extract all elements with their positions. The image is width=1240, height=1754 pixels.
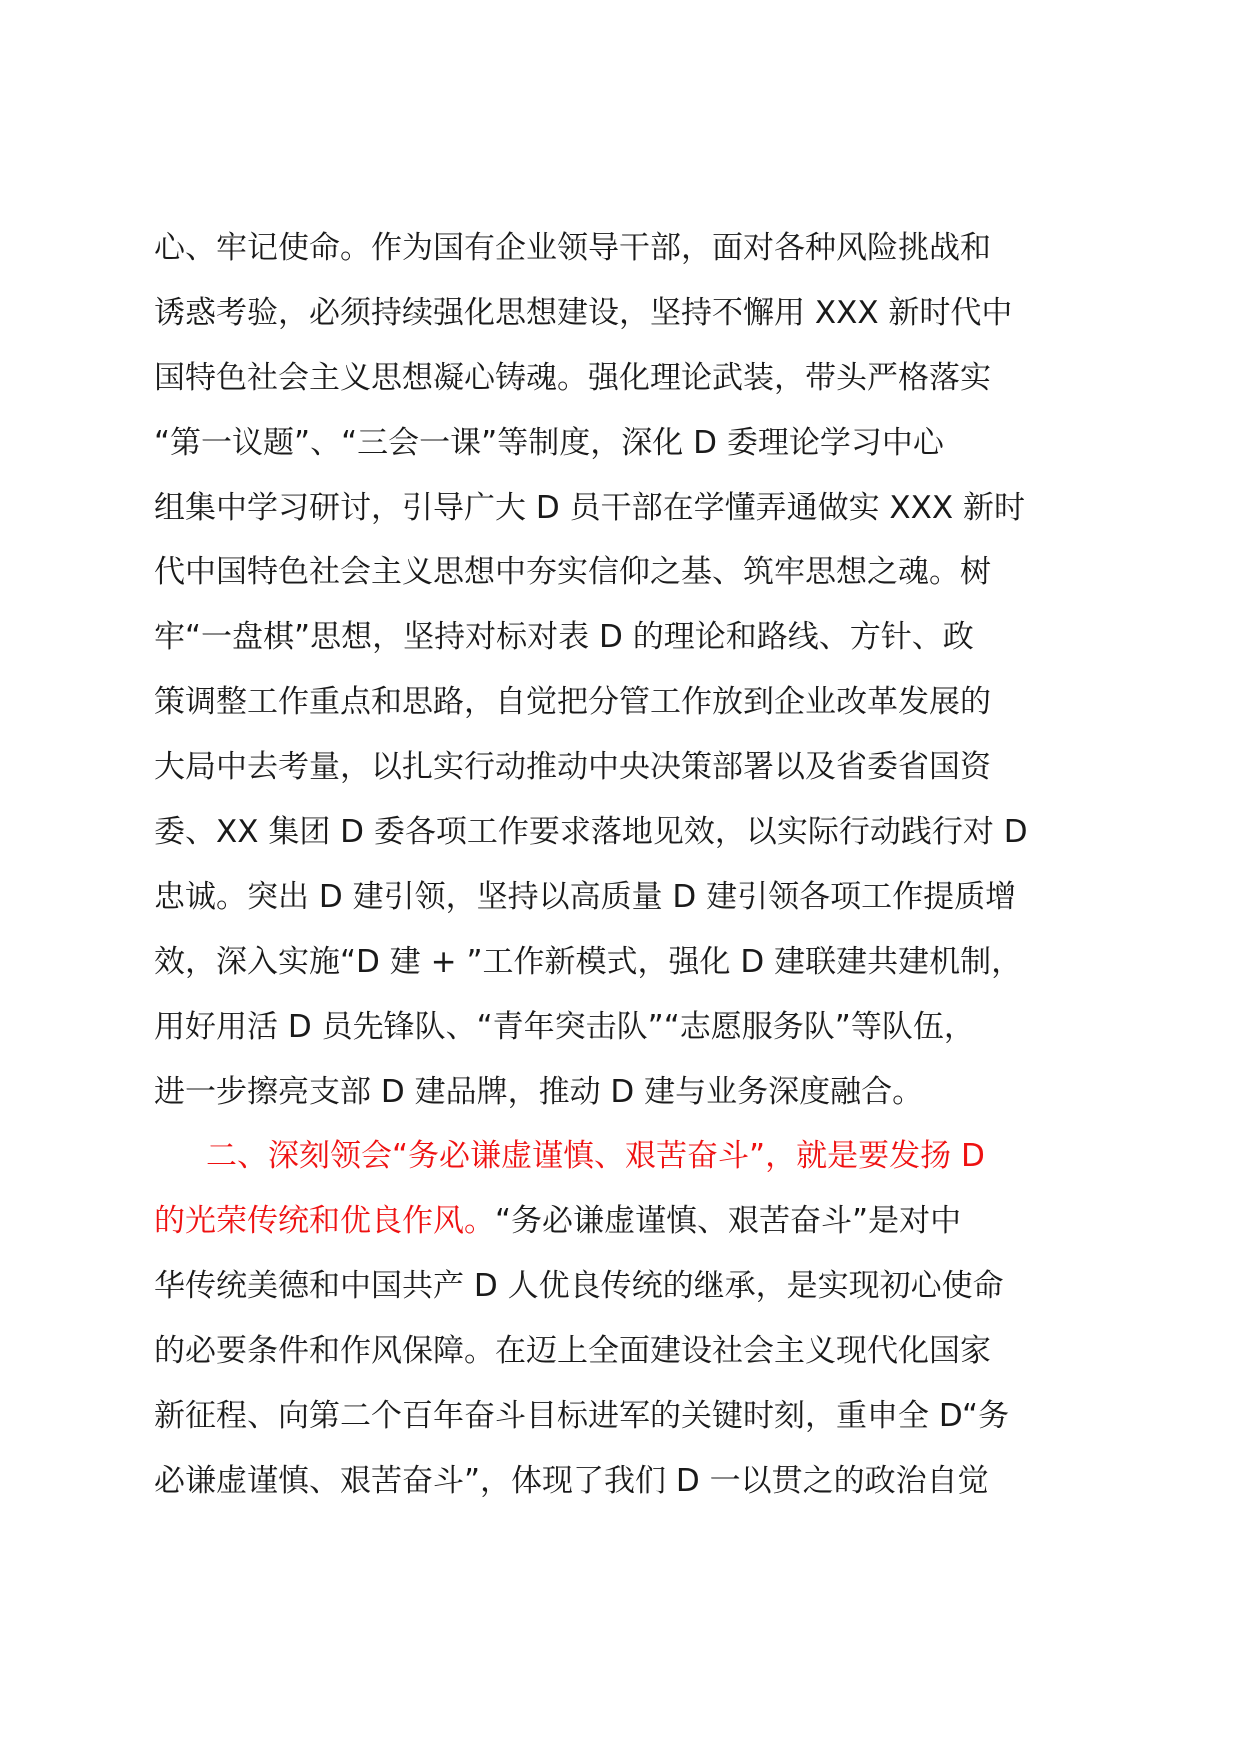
text-line: 心、牢记使命。作为国有企业领导干部，面对各种风险挑战和 — [154, 230, 991, 266]
body-text — [154, 216, 1094, 1514]
heading-continuation-line — [154, 1189, 1094, 1254]
text-line: 代中国特色社会主义思想中夯实信仰之基、筑牢思想之魂。树 — [154, 554, 991, 591]
text-line: 策调整工作重点和思路，自觉把分管工作放到企业改革发展的 — [154, 684, 991, 721]
text-line: 华传统美德和中国共产 D 人优良传统的继承，是实现初心使命 — [154, 1268, 1004, 1305]
text-line: 牢“一盘棋”思想，坚持对标对表 D 的理论和路线、方针、政 — [154, 619, 974, 656]
text-line: 进一步擦亮支部 D 建品牌，推动 D 建与业务深度融合。 — [154, 1073, 924, 1110]
text-line: 忠诚。突出 D 建引领，坚持以高质量 D 建引领各项工作提质增 — [154, 878, 1017, 915]
text-line: 用好用活 D 员先锋队、“青年突击队”“志愿服务队”等队伍， — [154, 1008, 975, 1045]
text-line: 效，深入实施“D 建 + ”工作新模式，强化 D 建联建共建机制， — [154, 943, 1023, 980]
section-heading-end: 的光荣传统和优良作风。 — [154, 1203, 495, 1240]
text-line: 诱惑考验，必须持续强化思想建设，坚持不懈用 XXX 新时代中 — [154, 294, 1013, 331]
text-line: 的必要条件和作风保障。在迈上全面建设社会主义现代化国家 — [154, 1333, 991, 1370]
text-line: “第一议题”、“三会一课”等制度，深化 D 委理论学习中心 — [154, 424, 944, 461]
text-line: 国特色社会主义思想凝心铸魂。强化理论武装，带头严格落实 — [154, 359, 991, 396]
text-line: 组集中学习研讨，引导广大 D 员干部在学懂弄通做实 XXX 新时 — [154, 489, 1025, 526]
text-line: 委、XX 集团 D 委各项工作要求落地见效，以实际行动践行对 D — [154, 814, 1028, 851]
text-line: 必谦虚谨慎、艰苦奋斗”，体现了我们 D 一以贯之的政治自觉 — [154, 1462, 989, 1499]
text-line: 新征程、向第二个百年奋斗目标进军的关键时刻，重申全 D“务 — [154, 1398, 1010, 1435]
section-heading: 二、深刻领会“务必谦虚谨慎、艰苦奋斗”，就是要发扬 D — [206, 1138, 985, 1175]
text-line: 大局中去考量，以扎实行动推动中央决策部署以及省委省国资 — [154, 749, 991, 786]
text-line-rest: “务必谦虚谨慎、艰苦奋斗”是对中 — [495, 1203, 962, 1240]
